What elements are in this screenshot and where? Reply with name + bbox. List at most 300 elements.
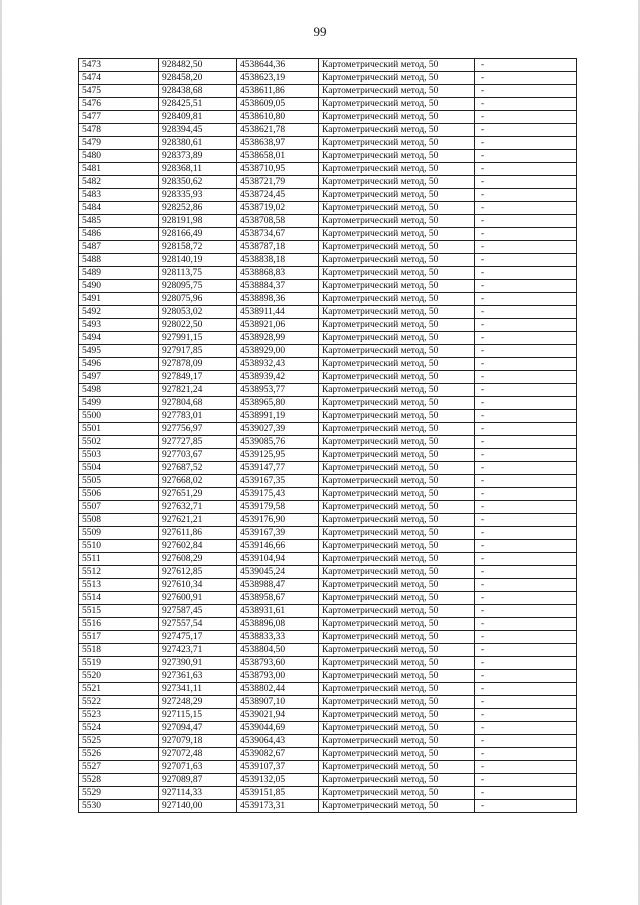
y-coordinate-cell: 4539044,69 <box>237 722 319 735</box>
method-cell: Картометрический метод, 50 <box>319 761 475 774</box>
y-coordinate-cell: 4538611,86 <box>237 85 319 98</box>
point-number-cell: 5525 <box>79 735 159 748</box>
accuracy-cell: - <box>475 618 577 631</box>
y-coordinate-cell: 4538988,47 <box>237 579 319 592</box>
table-row <box>79 696 577 709</box>
x-coordinate-cell: 928158,72 <box>159 241 237 254</box>
table-row <box>79 644 577 657</box>
y-coordinate-cell: 4539107,37 <box>237 761 319 774</box>
x-coordinate-cell: 927602,84 <box>159 540 237 553</box>
point-number-cell: 5473 <box>79 59 159 72</box>
table-row <box>79 553 577 566</box>
point-number-cell: 5487 <box>79 241 159 254</box>
accuracy-cell: - <box>475 306 577 319</box>
point-number-cell: 5519 <box>79 657 159 670</box>
point-number-cell: 5474 <box>79 72 159 85</box>
table-row <box>79 488 577 501</box>
table-row <box>79 631 577 644</box>
table-row <box>79 748 577 761</box>
table-row <box>79 280 577 293</box>
accuracy-cell: - <box>475 644 577 657</box>
accuracy-cell: - <box>475 540 577 553</box>
x-coordinate-cell: 927668,02 <box>159 475 237 488</box>
y-coordinate-cell: 4538644,36 <box>237 59 319 72</box>
x-coordinate-cell: 928438,68 <box>159 85 237 98</box>
table-row <box>79 137 577 150</box>
point-number-cell: 5517 <box>79 631 159 644</box>
x-coordinate-cell: 927612,85 <box>159 566 237 579</box>
table-row <box>79 85 577 98</box>
y-coordinate-cell: 4538929,00 <box>237 345 319 358</box>
x-coordinate-cell: 928191,98 <box>159 215 237 228</box>
y-coordinate-cell: 4539167,35 <box>237 475 319 488</box>
x-coordinate-cell: 927804,68 <box>159 397 237 410</box>
point-number-cell: 5508 <box>79 514 159 527</box>
method-cell: Картометрический метод, 50 <box>319 124 475 137</box>
method-cell: Картометрический метод, 50 <box>319 137 475 150</box>
table-row <box>79 501 577 514</box>
point-number-cell: 5499 <box>79 397 159 410</box>
x-coordinate-cell: 927917,85 <box>159 345 237 358</box>
point-number-cell: 5526 <box>79 748 159 761</box>
table-row <box>79 176 577 189</box>
method-cell: Картометрический метод, 50 <box>319 228 475 241</box>
x-coordinate-cell: 927079,18 <box>159 735 237 748</box>
method-cell: Картометрический метод, 50 <box>319 163 475 176</box>
x-coordinate-cell: 927610,34 <box>159 579 237 592</box>
point-number-cell: 5488 <box>79 254 159 267</box>
table-row <box>79 449 577 462</box>
point-number-cell: 5479 <box>79 137 159 150</box>
y-coordinate-cell: 4538896,08 <box>237 618 319 631</box>
y-coordinate-cell: 4538833,33 <box>237 631 319 644</box>
accuracy-cell: - <box>475 787 577 800</box>
point-number-cell: 5478 <box>79 124 159 137</box>
y-coordinate-cell: 4539147,77 <box>237 462 319 475</box>
method-cell: Картометрический метод, 50 <box>319 748 475 761</box>
y-coordinate-cell: 4538921,06 <box>237 319 319 332</box>
y-coordinate-cell: 4538638,97 <box>237 137 319 150</box>
x-coordinate-cell: 928458,20 <box>159 72 237 85</box>
point-number-cell: 5523 <box>79 709 159 722</box>
table-row <box>79 436 577 449</box>
table-row <box>79 579 577 592</box>
accuracy-cell: - <box>475 371 577 384</box>
accuracy-cell: - <box>475 241 577 254</box>
table-row <box>79 462 577 475</box>
table-row <box>79 254 577 267</box>
y-coordinate-cell: 4539176,90 <box>237 514 319 527</box>
x-coordinate-cell: 928380,61 <box>159 137 237 150</box>
table-row <box>79 540 577 553</box>
table-row <box>79 774 577 787</box>
accuracy-cell: - <box>475 475 577 488</box>
accuracy-cell: - <box>475 631 577 644</box>
point-number-cell: 5505 <box>79 475 159 488</box>
table-row <box>79 306 577 319</box>
point-number-cell: 5491 <box>79 293 159 306</box>
point-number-cell: 5504 <box>79 462 159 475</box>
accuracy-cell: - <box>475 488 577 501</box>
method-cell: Картометрический метод, 50 <box>319 280 475 293</box>
x-coordinate-cell: 927611,86 <box>159 527 237 540</box>
point-number-cell: 5516 <box>79 618 159 631</box>
method-cell: Картометрический метод, 50 <box>319 449 475 462</box>
y-coordinate-cell: 4539027,39 <box>237 423 319 436</box>
y-coordinate-cell: 4538610,80 <box>237 111 319 124</box>
point-number-cell: 5482 <box>79 176 159 189</box>
x-coordinate-cell: 927114,33 <box>159 787 237 800</box>
accuracy-cell: - <box>475 423 577 436</box>
method-cell: Картометрический метод, 50 <box>319 293 475 306</box>
x-coordinate-cell: 928335,93 <box>159 189 237 202</box>
coordinates-table-body <box>79 59 577 813</box>
accuracy-cell: - <box>475 514 577 527</box>
method-cell: Картометрический метод, 50 <box>319 436 475 449</box>
method-cell: Картометрический метод, 50 <box>319 475 475 488</box>
accuracy-cell: - <box>475 579 577 592</box>
x-coordinate-cell: 927608,29 <box>159 553 237 566</box>
y-coordinate-cell: 4538958,67 <box>237 592 319 605</box>
point-number-cell: 5520 <box>79 670 159 683</box>
method-cell: Картометрический метод, 50 <box>319 85 475 98</box>
table-row <box>79 761 577 774</box>
table-row <box>79 72 577 85</box>
accuracy-cell: - <box>475 800 577 813</box>
point-number-cell: 5515 <box>79 605 159 618</box>
x-coordinate-cell: 928095,75 <box>159 280 237 293</box>
table-row <box>79 410 577 423</box>
method-cell: Картометрический метод, 50 <box>319 345 475 358</box>
y-coordinate-cell: 4538953,77 <box>237 384 319 397</box>
x-coordinate-cell: 927878,09 <box>159 358 237 371</box>
method-cell: Картометрический метод, 50 <box>319 488 475 501</box>
y-coordinate-cell: 4538884,37 <box>237 280 319 293</box>
table-row <box>79 150 577 163</box>
y-coordinate-cell: 4538724,45 <box>237 189 319 202</box>
x-coordinate-cell: 927632,71 <box>159 501 237 514</box>
table-row <box>79 332 577 345</box>
point-number-cell: 5522 <box>79 696 159 709</box>
y-coordinate-cell: 4538719,02 <box>237 202 319 215</box>
table-row <box>79 371 577 384</box>
accuracy-cell: - <box>475 254 577 267</box>
accuracy-cell: - <box>475 397 577 410</box>
point-number-cell: 5496 <box>79 358 159 371</box>
point-number-cell: 5494 <box>79 332 159 345</box>
method-cell: Картометрический метод, 50 <box>319 579 475 592</box>
method-cell: Картометрический метод, 50 <box>319 462 475 475</box>
accuracy-cell: - <box>475 202 577 215</box>
coordinates-table <box>78 58 577 813</box>
point-number-cell: 5506 <box>79 488 159 501</box>
point-number-cell: 5529 <box>79 787 159 800</box>
x-coordinate-cell: 927600,91 <box>159 592 237 605</box>
x-coordinate-cell: 928075,96 <box>159 293 237 306</box>
table-row <box>79 358 577 371</box>
accuracy-cell: - <box>475 748 577 761</box>
x-coordinate-cell: 928140,19 <box>159 254 237 267</box>
accuracy-cell: - <box>475 332 577 345</box>
y-coordinate-cell: 4538838,18 <box>237 254 319 267</box>
accuracy-cell: - <box>475 319 577 332</box>
point-number-cell: 5476 <box>79 98 159 111</box>
x-coordinate-cell: 927089,87 <box>159 774 237 787</box>
point-number-cell: 5527 <box>79 761 159 774</box>
accuracy-cell: - <box>475 384 577 397</box>
table-row <box>79 163 577 176</box>
table-row <box>79 709 577 722</box>
table-row <box>79 111 577 124</box>
point-number-cell: 5528 <box>79 774 159 787</box>
x-coordinate-cell: 927651,29 <box>159 488 237 501</box>
x-coordinate-cell: 927557,54 <box>159 618 237 631</box>
x-coordinate-cell: 927248,29 <box>159 696 237 709</box>
y-coordinate-cell: 4538793,00 <box>237 670 319 683</box>
table-row <box>79 228 577 241</box>
point-number-cell: 5503 <box>79 449 159 462</box>
point-number-cell: 5497 <box>79 371 159 384</box>
accuracy-cell: - <box>475 111 577 124</box>
table-row <box>79 345 577 358</box>
y-coordinate-cell: 4538907,10 <box>237 696 319 709</box>
point-number-cell: 5524 <box>79 722 159 735</box>
y-coordinate-cell: 4538802,44 <box>237 683 319 696</box>
method-cell: Картометрический метод, 50 <box>319 683 475 696</box>
x-coordinate-cell: 928482,50 <box>159 59 237 72</box>
x-coordinate-cell: 928166,49 <box>159 228 237 241</box>
y-coordinate-cell: 4538658,01 <box>237 150 319 163</box>
method-cell: Картометрический метод, 50 <box>319 189 475 202</box>
method-cell: Картометрический метод, 50 <box>319 423 475 436</box>
point-number-cell: 5485 <box>79 215 159 228</box>
x-coordinate-cell: 928368,11 <box>159 163 237 176</box>
table-row <box>79 189 577 202</box>
method-cell: Картометрический метод, 50 <box>319 371 475 384</box>
x-coordinate-cell: 927756,97 <box>159 423 237 436</box>
method-cell: Картометрический метод, 50 <box>319 111 475 124</box>
table-row <box>79 241 577 254</box>
accuracy-cell: - <box>475 774 577 787</box>
y-coordinate-cell: 4539082,67 <box>237 748 319 761</box>
accuracy-cell: - <box>475 280 577 293</box>
table-row <box>79 605 577 618</box>
point-number-cell: 5518 <box>79 644 159 657</box>
method-cell: Картометрический метод, 50 <box>319 657 475 670</box>
accuracy-cell: - <box>475 189 577 202</box>
accuracy-cell: - <box>475 267 577 280</box>
method-cell: Картометрический метод, 50 <box>319 774 475 787</box>
x-coordinate-cell: 927727,85 <box>159 436 237 449</box>
y-coordinate-cell: 4538623,19 <box>237 72 319 85</box>
y-coordinate-cell: 4539175,43 <box>237 488 319 501</box>
accuracy-cell: - <box>475 462 577 475</box>
accuracy-cell: - <box>475 293 577 306</box>
accuracy-cell: - <box>475 566 577 579</box>
y-coordinate-cell: 4539173,31 <box>237 800 319 813</box>
y-coordinate-cell: 4538804,50 <box>237 644 319 657</box>
accuracy-cell: - <box>475 345 577 358</box>
accuracy-cell: - <box>475 215 577 228</box>
table-row <box>79 267 577 280</box>
method-cell: Картометрический метод, 50 <box>319 553 475 566</box>
point-number-cell: 5507 <box>79 501 159 514</box>
y-coordinate-cell: 4538991,19 <box>237 410 319 423</box>
x-coordinate-cell: 927687,52 <box>159 462 237 475</box>
coordinates-table-container <box>78 58 577 813</box>
accuracy-cell: - <box>475 98 577 111</box>
method-cell: Картометрический метод, 50 <box>319 358 475 371</box>
method-cell: Картометрический метод, 50 <box>319 332 475 345</box>
table-row <box>79 59 577 72</box>
table-row <box>79 722 577 735</box>
point-number-cell: 5480 <box>79 150 159 163</box>
method-cell: Картометрический метод, 50 <box>319 267 475 280</box>
method-cell: Картометрический метод, 50 <box>319 735 475 748</box>
y-coordinate-cell: 4539167,39 <box>237 527 319 540</box>
y-coordinate-cell: 4538710,95 <box>237 163 319 176</box>
method-cell: Картометрический метод, 50 <box>319 644 475 657</box>
y-coordinate-cell: 4538609,05 <box>237 98 319 111</box>
x-coordinate-cell: 927621,21 <box>159 514 237 527</box>
y-coordinate-cell: 4539104,94 <box>237 553 319 566</box>
method-cell: Картометрический метод, 50 <box>319 98 475 111</box>
point-number-cell: 5493 <box>79 319 159 332</box>
method-cell: Картометрический метод, 50 <box>319 410 475 423</box>
accuracy-cell: - <box>475 761 577 774</box>
accuracy-cell: - <box>475 59 577 72</box>
accuracy-cell: - <box>475 722 577 735</box>
y-coordinate-cell: 4538793,60 <box>237 657 319 670</box>
y-coordinate-cell: 4538621,78 <box>237 124 319 137</box>
point-number-cell: 5498 <box>79 384 159 397</box>
method-cell: Картометрический метод, 50 <box>319 501 475 514</box>
method-cell: Картометрический метод, 50 <box>319 670 475 683</box>
table-row <box>79 293 577 306</box>
y-coordinate-cell: 4538911,44 <box>237 306 319 319</box>
x-coordinate-cell: 928409,81 <box>159 111 237 124</box>
x-coordinate-cell: 927991,15 <box>159 332 237 345</box>
point-number-cell: 5486 <box>79 228 159 241</box>
table-row <box>79 319 577 332</box>
x-coordinate-cell: 927587,45 <box>159 605 237 618</box>
table-row <box>79 618 577 631</box>
point-number-cell: 5511 <box>79 553 159 566</box>
table-row <box>79 683 577 696</box>
y-coordinate-cell: 4538928,99 <box>237 332 319 345</box>
x-coordinate-cell: 928113,75 <box>159 267 237 280</box>
x-coordinate-cell: 928053,02 <box>159 306 237 319</box>
accuracy-cell: - <box>475 709 577 722</box>
y-coordinate-cell: 4539064,43 <box>237 735 319 748</box>
accuracy-cell: - <box>475 410 577 423</box>
y-coordinate-cell: 4539021,94 <box>237 709 319 722</box>
table-row <box>79 384 577 397</box>
point-number-cell: 5513 <box>79 579 159 592</box>
accuracy-cell: - <box>475 150 577 163</box>
y-coordinate-cell: 4539179,58 <box>237 501 319 514</box>
accuracy-cell: - <box>475 228 577 241</box>
point-number-cell: 5481 <box>79 163 159 176</box>
table-row <box>79 800 577 813</box>
table-row <box>79 514 577 527</box>
x-coordinate-cell: 928394,45 <box>159 124 237 137</box>
accuracy-cell: - <box>475 527 577 540</box>
y-coordinate-cell: 4538721,79 <box>237 176 319 189</box>
point-number-cell: 5502 <box>79 436 159 449</box>
x-coordinate-cell: 927423,71 <box>159 644 237 657</box>
point-number-cell: 5475 <box>79 85 159 98</box>
method-cell: Картометрический метод, 50 <box>319 306 475 319</box>
x-coordinate-cell: 927783,01 <box>159 410 237 423</box>
table-row <box>79 592 577 605</box>
x-coordinate-cell: 927475,17 <box>159 631 237 644</box>
method-cell: Картометрический метод, 50 <box>319 215 475 228</box>
y-coordinate-cell: 4539045,24 <box>237 566 319 579</box>
method-cell: Картометрический метод, 50 <box>319 722 475 735</box>
accuracy-cell: - <box>475 670 577 683</box>
accuracy-cell: - <box>475 501 577 514</box>
method-cell: Картометрический метод, 50 <box>319 59 475 72</box>
x-coordinate-cell: 927390,91 <box>159 657 237 670</box>
table-row <box>79 787 577 800</box>
y-coordinate-cell: 4539151,85 <box>237 787 319 800</box>
method-cell: Картометрический метод, 50 <box>319 618 475 631</box>
method-cell: Картометрический метод, 50 <box>319 592 475 605</box>
point-number-cell: 5492 <box>79 306 159 319</box>
accuracy-cell: - <box>475 176 577 189</box>
table-row <box>79 657 577 670</box>
accuracy-cell: - <box>475 553 577 566</box>
accuracy-cell: - <box>475 163 577 176</box>
accuracy-cell: - <box>475 696 577 709</box>
y-coordinate-cell: 4538939,42 <box>237 371 319 384</box>
accuracy-cell: - <box>475 124 577 137</box>
accuracy-cell: - <box>475 72 577 85</box>
page-number: 99 <box>313 24 327 39</box>
method-cell: Картометрический метод, 50 <box>319 696 475 709</box>
table-row <box>79 475 577 488</box>
table-row <box>79 423 577 436</box>
method-cell: Картометрический метод, 50 <box>319 566 475 579</box>
point-number-cell: 5500 <box>79 410 159 423</box>
x-coordinate-cell: 928350,62 <box>159 176 237 189</box>
method-cell: Картометрический метод, 50 <box>319 241 475 254</box>
method-cell: Картометрический метод, 50 <box>319 72 475 85</box>
table-row <box>79 202 577 215</box>
accuracy-cell: - <box>475 358 577 371</box>
y-coordinate-cell: 4538787,18 <box>237 241 319 254</box>
accuracy-cell: - <box>475 683 577 696</box>
y-coordinate-cell: 4538965,80 <box>237 397 319 410</box>
point-number-cell: 5484 <box>79 202 159 215</box>
accuracy-cell: - <box>475 449 577 462</box>
y-coordinate-cell: 4539125,95 <box>237 449 319 462</box>
point-number-cell: 5512 <box>79 566 159 579</box>
accuracy-cell: - <box>475 657 577 670</box>
table-row <box>79 527 577 540</box>
y-coordinate-cell: 4539132,05 <box>237 774 319 787</box>
point-number-cell: 5514 <box>79 592 159 605</box>
x-coordinate-cell: 927703,67 <box>159 449 237 462</box>
point-number-cell: 5521 <box>79 683 159 696</box>
accuracy-cell: - <box>475 735 577 748</box>
point-number-cell: 5495 <box>79 345 159 358</box>
x-coordinate-cell: 927361,63 <box>159 670 237 683</box>
x-coordinate-cell: 928252,86 <box>159 202 237 215</box>
y-coordinate-cell: 4538868,83 <box>237 267 319 280</box>
method-cell: Картометрический метод, 50 <box>319 319 475 332</box>
